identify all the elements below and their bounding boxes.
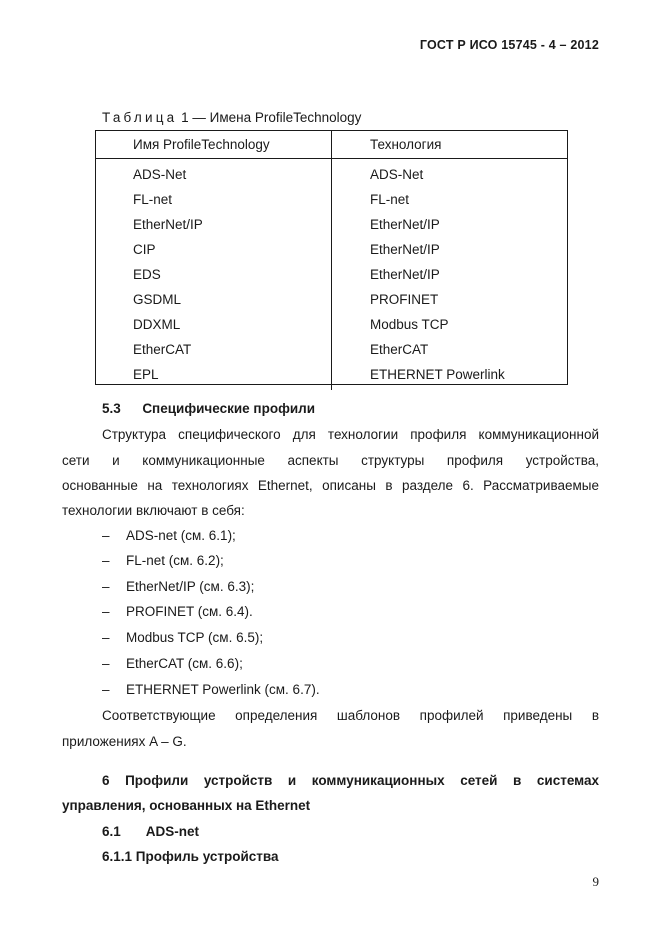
section-6-heading-line: 6 Профили устройств и коммуникационных сетей в системах [102, 773, 599, 788]
cell-technology: ETHERNET Powerlink [332, 362, 569, 390]
list-item: ETHERNET Powerlink (см. 6.7). [126, 682, 320, 697]
list-bullet: – [102, 682, 110, 697]
table-caption-text: 1 — Имена ProfileTechnology [181, 110, 362, 125]
cell-profile-name: EtherNet/IP [133, 217, 203, 232]
table-row [95, 187, 568, 212]
cell-technology: ADS-Net [332, 159, 569, 188]
table-row [95, 262, 568, 287]
section-6-1-1-heading: 6.1.1 Профиль устройства [102, 849, 279, 864]
cell-profile-name: ADS-Net [133, 167, 187, 182]
cell-profile-name: FL-net [133, 192, 173, 207]
cell-profile-name: EPL [133, 367, 159, 382]
table-row [95, 159, 568, 188]
cell-technology: EtherNet/IP [332, 212, 569, 237]
section-title: ADS-net [145, 824, 200, 839]
list-item: ADS-net (см. 6.1); [126, 528, 236, 543]
list-bullet: – [102, 656, 110, 671]
cell-technology: Modbus TCP [332, 312, 569, 337]
column-header-technology: Технология [332, 130, 569, 159]
page-number: 9 [592, 874, 599, 889]
list-bullet: – [102, 630, 110, 645]
paragraph-line: сети и коммуникационные аспекты структуры профиля устройства, [62, 453, 599, 468]
column-header-profile-name: Имя ProfileTechnology [95, 130, 332, 159]
paragraph-line: Структура специфического для технологии профиля коммуникационной [102, 427, 599, 442]
cell-profile-name: CIP [133, 242, 156, 257]
cell-technology: EtherNet/IP [332, 237, 569, 262]
table-row [95, 287, 568, 312]
section-6-1-heading [102, 822, 402, 842]
document-code-header: ГОСТ Р ИСО 15745 - 4 – 2012 [419, 38, 599, 52]
table-row [95, 212, 568, 237]
paragraph-line: технологии включают в себя: [62, 503, 245, 518]
list-bullet: – [102, 553, 110, 568]
list-item: FL-net (см. 6.2); [126, 553, 224, 568]
table-caption [102, 110, 361, 125]
profile-technology-table [95, 130, 568, 390]
table-row [95, 337, 568, 362]
paragraph-line: приложениях A – G. [62, 734, 187, 749]
section-number: 6.1 [102, 824, 121, 839]
section-6-heading-line: управления, основанных на Ethernet [62, 798, 311, 813]
section-title: Специфические профили [142, 401, 316, 416]
list-item: EtherCAT (см. 6.6); [126, 656, 243, 671]
table-row [95, 312, 568, 337]
cell-technology: FL-net [332, 187, 569, 212]
list-bullet: – [102, 528, 110, 543]
table-row [95, 362, 568, 390]
section-5-3-heading [102, 399, 502, 419]
cell-technology: PROFINET [332, 287, 569, 312]
list-item: Modbus TCP (см. 6.5); [126, 630, 264, 645]
paragraph-line: Соответствующие определения шаблонов профилей приведены в [102, 708, 599, 723]
cell-profile-name: GSDML [133, 292, 182, 307]
cell-profile-name: EtherCAT [133, 342, 192, 357]
list-bullet: – [102, 604, 110, 619]
list-item: EtherNet/IP (см. 6.3); [126, 579, 255, 594]
section-number: 5.3 [102, 401, 121, 416]
cell-technology: EtherNet/IP [332, 262, 569, 287]
cell-profile-name: EDS [133, 267, 161, 282]
table-row [95, 237, 568, 262]
table-caption-word: Таблица [102, 110, 178, 125]
table-header-row [95, 130, 568, 159]
list-bullet: – [102, 579, 110, 594]
list-item: PROFINET (см. 6.4). [126, 604, 253, 619]
cell-technology: EtherCAT [332, 337, 569, 362]
cell-profile-name: DDXML [133, 317, 181, 332]
paragraph-line: основанные на технологиях Ethernet, описаны в разделе 6. Рассматриваемые [62, 478, 599, 493]
